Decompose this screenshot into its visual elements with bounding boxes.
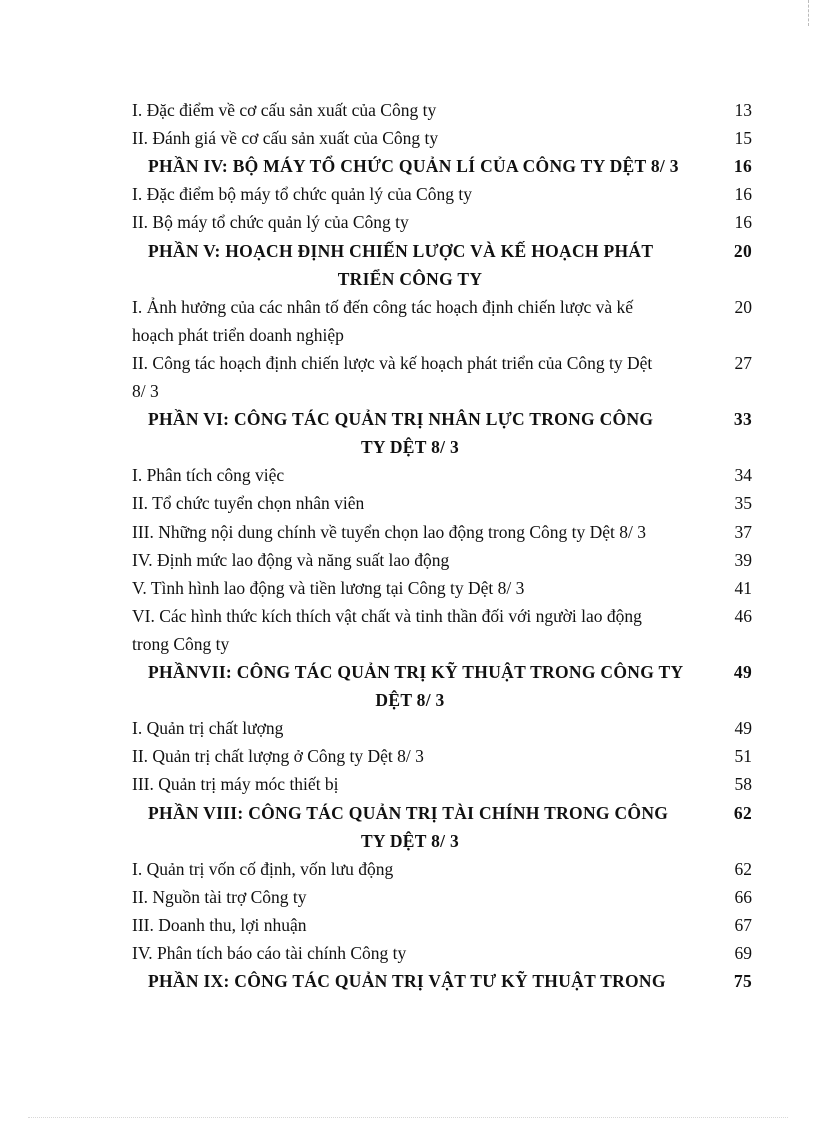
toc-section-row: [0, 437, 816, 459]
toc-item-text: I. Đặc điểm về cơ cấu sản xuất của Công ty: [132, 100, 437, 120]
toc-item-row: [0, 522, 816, 544]
toc-item-row: [0, 100, 816, 122]
toc-page-number: 51: [734, 746, 752, 767]
toc-item-text: II. Đánh giá về cơ cấu sản xuất của Công ty: [132, 128, 439, 149]
toc-item-row: [0, 887, 816, 909]
toc-page-number: 41: [734, 577, 752, 598]
toc-item-row: [0, 128, 816, 150]
toc-item-text: IV. Định mức lao động và năng suất lao động: [132, 549, 450, 570]
toc-item-text: IV. Phân tích báo cáo tài chính Công ty: [132, 943, 407, 963]
toc-item-row: [0, 550, 816, 572]
toc-item-row: [0, 381, 816, 403]
toc-item-row: [0, 859, 816, 881]
toc-page-number: 62: [733, 802, 752, 823]
toc-item-text: II. Tổ chức tuyển chọn nhân viên: [132, 493, 365, 514]
toc-page-number: 67: [734, 914, 752, 935]
toc-item-row: [0, 353, 816, 375]
toc-section-title: PHẦNVII: CÔNG TÁC QUẢN TRỊ KỸ THUẬT TRONG CÔNG TY: [148, 662, 684, 682]
toc-page-number: 27: [734, 352, 752, 373]
toc-item-text: I. Quản trị vốn cố định, vốn lưu động: [132, 858, 394, 879]
toc-item-row: [0, 634, 816, 656]
toc-item-row: [0, 297, 816, 319]
toc-item-text: III. Doanh thu, lợi nhuận: [132, 914, 307, 935]
toc-item-text: III. Quản trị máy móc thiết bị: [132, 774, 339, 795]
toc-item-text: II. Quản trị chất lượng ở Công ty Dệt 8/ 3: [132, 746, 424, 767]
toc-section-title: TY DỆT 8/ 3: [360, 830, 460, 851]
toc-item-row: [0, 493, 816, 515]
toc-item-text: I. Ảnh hưởng của các nhân tố đến công tác hoạch định chiến lược và kế: [132, 296, 634, 317]
toc-page-number: 37: [734, 521, 752, 542]
toc-item-text: trong Công ty: [132, 633, 230, 654]
toc-section-title: DỆT 8/ 3: [375, 690, 445, 711]
toc-page-number: 35: [734, 493, 752, 514]
toc-item-row: [0, 578, 816, 600]
toc-page-number: 33: [733, 409, 752, 430]
toc-section-title: PHẦN VIII: CÔNG TÁC QUẢN TRỊ TÀI CHÍNH TRONG CÔNG: [148, 802, 669, 823]
toc-section-title: TY DỆT 8/ 3: [360, 437, 460, 458]
toc-section-row: [0, 156, 816, 178]
toc-item-text: I. Đặc điểm bộ máy tổ chức quản lý của Công ty: [132, 184, 472, 205]
toc-item-text: hoạch phát triển doanh nghiệp: [132, 324, 344, 345]
toc-item-row: [0, 943, 816, 965]
toc-item-text: I. Phân tích công việc: [132, 465, 285, 486]
toc-item-text: III. Những nội dung chính về tuyển chọn lao động trong Công ty Dệt 8/ 3: [132, 521, 646, 542]
toc-page-number: 16: [734, 212, 752, 233]
toc-page-number: 75: [733, 971, 752, 992]
toc-page-number: 34: [734, 465, 752, 486]
toc-page-number: 58: [734, 774, 752, 795]
toc-item-row: [0, 718, 816, 740]
toc-page-number: 15: [734, 128, 752, 149]
toc-section-row: [0, 409, 816, 431]
toc-section-row: [0, 971, 816, 993]
toc-page-number: 62: [734, 858, 752, 879]
toc-section-title: PHẦN V: HOẠCH ĐỊNH CHIẾN LƯỢC VÀ KẾ HOẠCH PHÁT: [148, 240, 654, 261]
page-corner-mark: [808, 0, 816, 26]
toc-page-number: 46: [734, 605, 752, 626]
toc-item-row: [0, 184, 816, 206]
toc-section-row: [0, 803, 816, 825]
toc-page-number: 69: [734, 943, 752, 963]
toc-item-row: [0, 325, 816, 347]
toc-page-number: 49: [733, 662, 752, 682]
toc-page-number: 66: [734, 886, 752, 907]
toc-section-title: TRIỂN CÔNG TY: [337, 268, 483, 289]
toc-section-title: PHẦN IV: BỘ MÁY TỔ CHỨC QUẢN LÍ CỦA CÔNG TY DỆT 8/ 3: [148, 156, 679, 177]
toc-page-number: 16: [734, 184, 752, 205]
toc-section-row: [0, 269, 816, 291]
toc-section-row: [0, 690, 816, 712]
toc-page-number: 39: [734, 549, 752, 570]
toc-page-number: 16: [733, 156, 752, 177]
toc-section-title: PHẦN VI: CÔNG TÁC QUẢN TRỊ NHÂN LỰC TRONG CÔNG: [148, 409, 654, 430]
toc-item-text: II. Công tác hoạch định chiến lược và kế hoạch phát triển của Công ty Dệt: [132, 352, 653, 373]
toc-section-row: [0, 831, 816, 853]
toc-item-text: 8/ 3: [132, 381, 159, 401]
toc-page-number: 20: [733, 240, 752, 261]
toc-item-row: [0, 606, 816, 628]
toc-item-row: [0, 746, 816, 768]
toc-item-text: II. Nguồn tài trợ Công ty: [132, 886, 307, 907]
toc-item-text: V. Tình hình lao động và tiền lương tại Công ty Dệt 8/ 3: [132, 577, 525, 598]
toc-page-number: 13: [734, 100, 752, 120]
toc-item-row: [0, 915, 816, 937]
footer-dotted-rule: [28, 1117, 788, 1118]
toc-page-number: 49: [734, 718, 752, 739]
toc-item-text: VI. Các hình thức kích thích vật chất và tinh thần đối với người lao động: [132, 605, 642, 626]
toc-item-row: [0, 212, 816, 234]
toc-section-row: [0, 662, 816, 684]
toc-section-row: [0, 241, 816, 263]
toc-item-text: II. Bộ máy tổ chức quản lý của Công ty: [132, 212, 409, 233]
toc-section-title: PHẦN IX: CÔNG TÁC QUẢN TRỊ VẬT TƯ KỸ THUẬT TRONG: [148, 971, 666, 992]
toc-item-text: I. Quản trị chất lượng: [132, 718, 284, 739]
toc-item-row: [0, 774, 816, 796]
toc-page-number: 20: [734, 296, 752, 317]
toc-item-row: [0, 465, 816, 487]
